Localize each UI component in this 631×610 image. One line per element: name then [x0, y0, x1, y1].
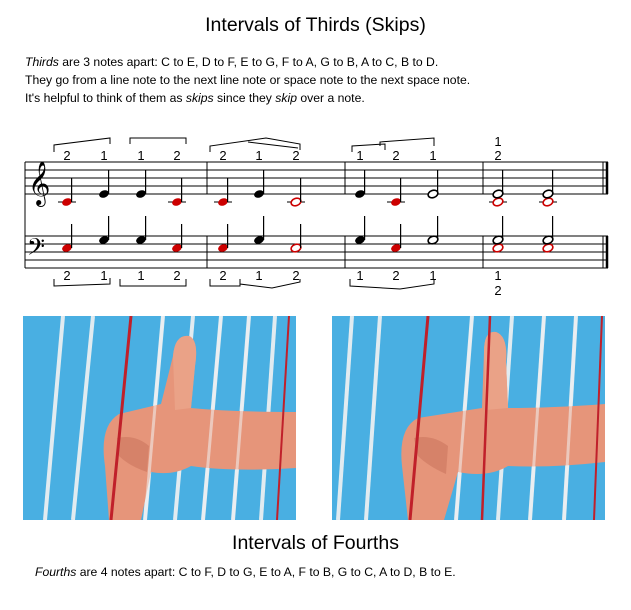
finger-number: 1 [137, 268, 145, 283]
thirds-title: Intervals of Thirds (Skips) [205, 14, 426, 36]
fingering-numbers [63, 134, 501, 298]
fourths-description [35, 563, 625, 581]
harp-hand-photo-left [23, 316, 296, 520]
bass-staff [25, 236, 608, 268]
finger-number: 1 [356, 268, 364, 283]
thirds-description [25, 53, 615, 107]
finger-number: 2 [392, 268, 400, 283]
finger-number: 2 [494, 148, 502, 163]
finger-number: 2 [219, 148, 227, 163]
finger-number: 1 [494, 134, 502, 149]
treble-slurs [54, 138, 434, 152]
fourths-line-1-text: are 4 notes apart: C to F, D to G, E to A, F to B, G to C, A to D, B to E. [76, 565, 456, 579]
finger-number: 2 [173, 148, 181, 163]
fourths-title: Intervals of Fourths [232, 532, 399, 554]
treble-notes [58, 170, 557, 207]
finger-number: 1 [356, 148, 364, 163]
fourths-term: Fourths [35, 565, 77, 579]
skips-term: skips [185, 91, 214, 105]
thirds-line-3 [25, 89, 615, 107]
skip-term: skip [275, 91, 297, 105]
finger-number: 2 [292, 148, 300, 163]
finger-number: 2 [63, 268, 71, 283]
thirds-line-3-b: since they [213, 91, 276, 105]
thirds-line-3-c: over a note. [296, 91, 365, 105]
bass-notes [61, 216, 554, 253]
finger-number: 1 [255, 148, 263, 163]
finger-number: 2 [219, 268, 227, 283]
thirds-line-1-text: are 3 notes apart: C to E, D to F, E to G, F to A, G to B, A to C, B to D. [58, 55, 439, 69]
finger-number: 2 [392, 148, 400, 163]
bass-slurs [54, 278, 434, 289]
finger-number: 2 [63, 148, 71, 163]
finger-number: 1 [100, 148, 108, 163]
thirds-line-2: They go from a line note to the next line note or space note to the next space note. [25, 73, 471, 87]
finger-number: 1 [429, 268, 437, 283]
treble-clef-icon: 𝄞 [28, 161, 51, 205]
thirds-term: Thirds [25, 55, 59, 69]
finger-number: 2 [173, 268, 181, 283]
finger-number: 1 [100, 268, 108, 283]
finger-number: 1 [429, 148, 437, 163]
finger-number: 2 [292, 268, 300, 283]
finger-number: 1 [494, 268, 502, 283]
finger-number: 1 [137, 148, 145, 163]
thirds-line-3-a: It's helpful to think of them as [25, 91, 186, 105]
fourths-line-1 [35, 563, 625, 581]
bass-clef-icon: 𝄢 [27, 233, 46, 266]
grand-staff-music [0, 128, 631, 303]
treble-staff [25, 162, 608, 194]
finger-number: 2 [494, 283, 502, 298]
finger-number: 1 [255, 268, 263, 283]
thirds-line-1 [25, 53, 615, 71]
harp-hand-photo-right [332, 316, 605, 520]
